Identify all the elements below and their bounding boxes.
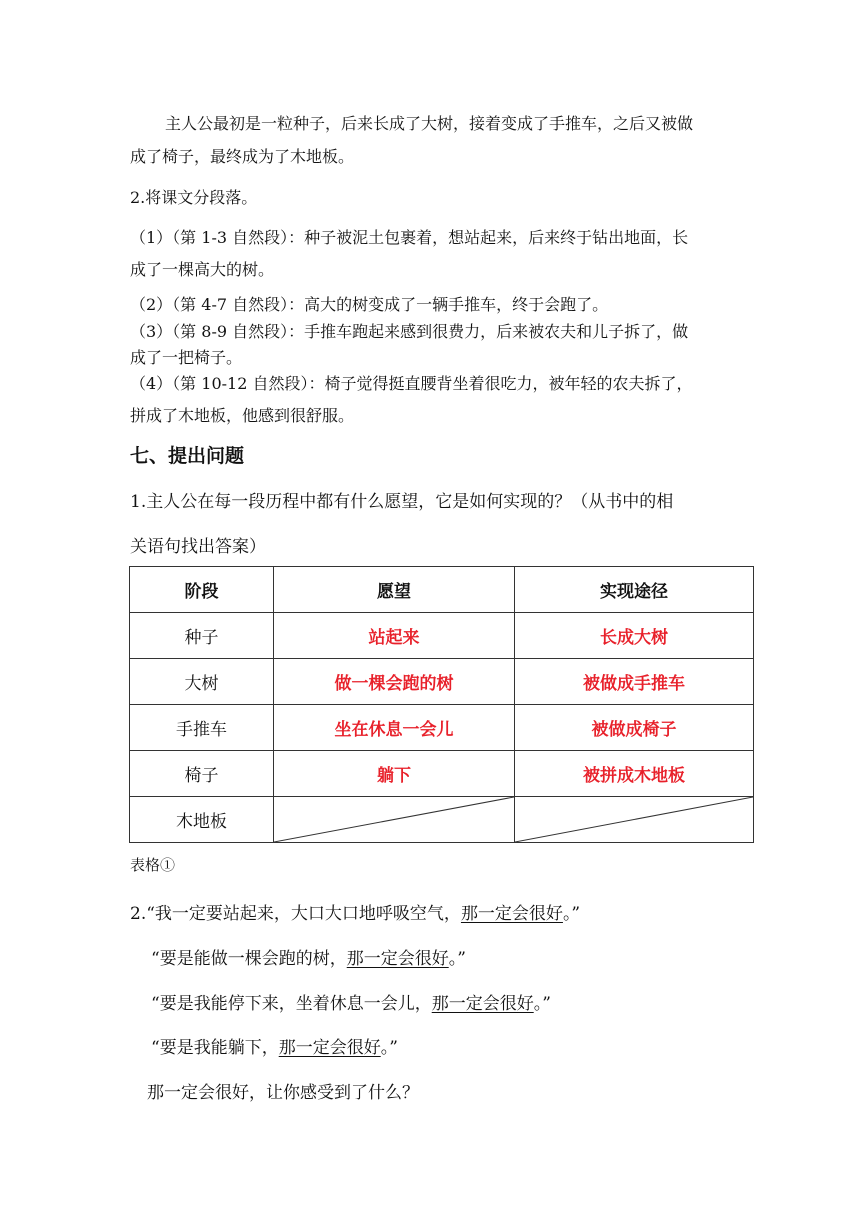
quote-text: “要是能做一棵会跑的树， — [151, 949, 347, 969]
question-2-number: 2. — [130, 904, 147, 924]
table-row — [130, 659, 754, 705]
stage-cell: 手推车 — [130, 705, 274, 751]
diagonal-line — [515, 797, 753, 842]
table-header-row — [130, 567, 754, 613]
quote-line-1 — [130, 899, 580, 924]
paragraph-3-line-1: （3）（第 8-9 自然段）：手推车跑起来感到很费力，后来被农夫和儿子拆了，做 — [130, 322, 689, 341]
table-row — [130, 797, 754, 843]
quote-line-2 — [151, 944, 466, 969]
question-1-line-2: 关语句找出答案） — [130, 537, 266, 557]
quote-end: 。” — [562, 904, 581, 924]
wish-cell: 站起来 — [274, 613, 515, 659]
paragraph-2-line-1: （2）（第 4-7 自然段）：高大的树变成了一辆手推车，终于会跑了。 — [130, 295, 609, 314]
underlined-phrase: 那一定会很好 — [460, 904, 563, 924]
quote-text: “要是我能停下来，坐着休息一会儿， — [151, 994, 432, 1014]
section-heading: 七、提出问题 — [130, 445, 245, 467]
underlined-phrase: 那一定会很好 — [278, 1038, 381, 1058]
table-caption: 表格① — [130, 856, 176, 874]
way-cell: 长成大树 — [515, 613, 754, 659]
paragraph-3-line-2: 成了一把椅子。 — [130, 348, 243, 367]
table-row — [130, 613, 754, 659]
stage-cell: 种子 — [130, 613, 274, 659]
summary-line-1: 主人公最初是一粒种子，后来长成了大树，接着变成了手推车，之后又被做 — [165, 114, 694, 133]
question-1-line-1: 1.主人公在每一段历程中都有什么愿望，它是如何实现的？（从书中的相 — [130, 492, 674, 512]
paragraph-4-line-2: 拼成了木地板，他感到很舒服。 — [130, 406, 355, 425]
paragraph-1-line-2: 成了一棵高大的树。 — [130, 260, 275, 279]
way-cell: 被做成手推车 — [515, 659, 754, 705]
header-way: 实现途径 — [515, 567, 754, 613]
way-cell: 被拼成木地板 — [515, 751, 754, 797]
divide-title: 2.将课文分段落。 — [130, 188, 258, 207]
way-cell: 被做成椅子 — [515, 705, 754, 751]
paragraph-1-line-1: （1）（第 1-3 自然段）：种子被泥土包裹着，想站起来，后来终于钻出地面，长 — [130, 228, 689, 247]
table-row — [130, 705, 754, 751]
stage-cell: 木地板 — [130, 797, 274, 843]
stage-cell: 椅子 — [130, 751, 274, 797]
quote-end: 。” — [448, 949, 466, 969]
wish-cell: 坐在休息一会儿 — [274, 705, 515, 751]
quote-text: “我一定要站起来，大口大口地呼吸空气， — [146, 904, 461, 924]
underlined-phrase: 那一定会很好 — [346, 949, 449, 969]
quote-line-4 — [151, 1033, 398, 1058]
summary-line-2: 成了椅子，最终成为了木地板。 — [130, 147, 355, 166]
quote-line-3 — [151, 989, 551, 1014]
wish-cell: 做一棵会跑的树 — [274, 659, 515, 705]
empty-way-cell — [515, 797, 754, 843]
quote-end: 。” — [380, 1038, 398, 1058]
wish-cell: 躺下 — [274, 751, 515, 797]
header-wish: 愿望 — [274, 567, 515, 613]
stage-cell: 大树 — [130, 659, 274, 705]
table-row — [130, 751, 754, 797]
diagonal-line — [274, 797, 514, 842]
question-line: 那一定会很好，让你感受到了什么？ — [147, 1083, 419, 1103]
underlined-phrase: 那一定会很好 — [431, 994, 534, 1014]
wish-table — [129, 566, 754, 843]
paragraph-4-line-1: （4）（第 10-12 自然段）：椅子觉得挺直腰背坐着很吃力，被年轻的农夫拆了， — [130, 374, 693, 393]
empty-wish-cell — [274, 797, 515, 843]
header-stage: 阶段 — [130, 567, 274, 613]
quote-text: “要是我能躺下， — [151, 1038, 279, 1058]
quote-end: 。” — [533, 994, 551, 1014]
